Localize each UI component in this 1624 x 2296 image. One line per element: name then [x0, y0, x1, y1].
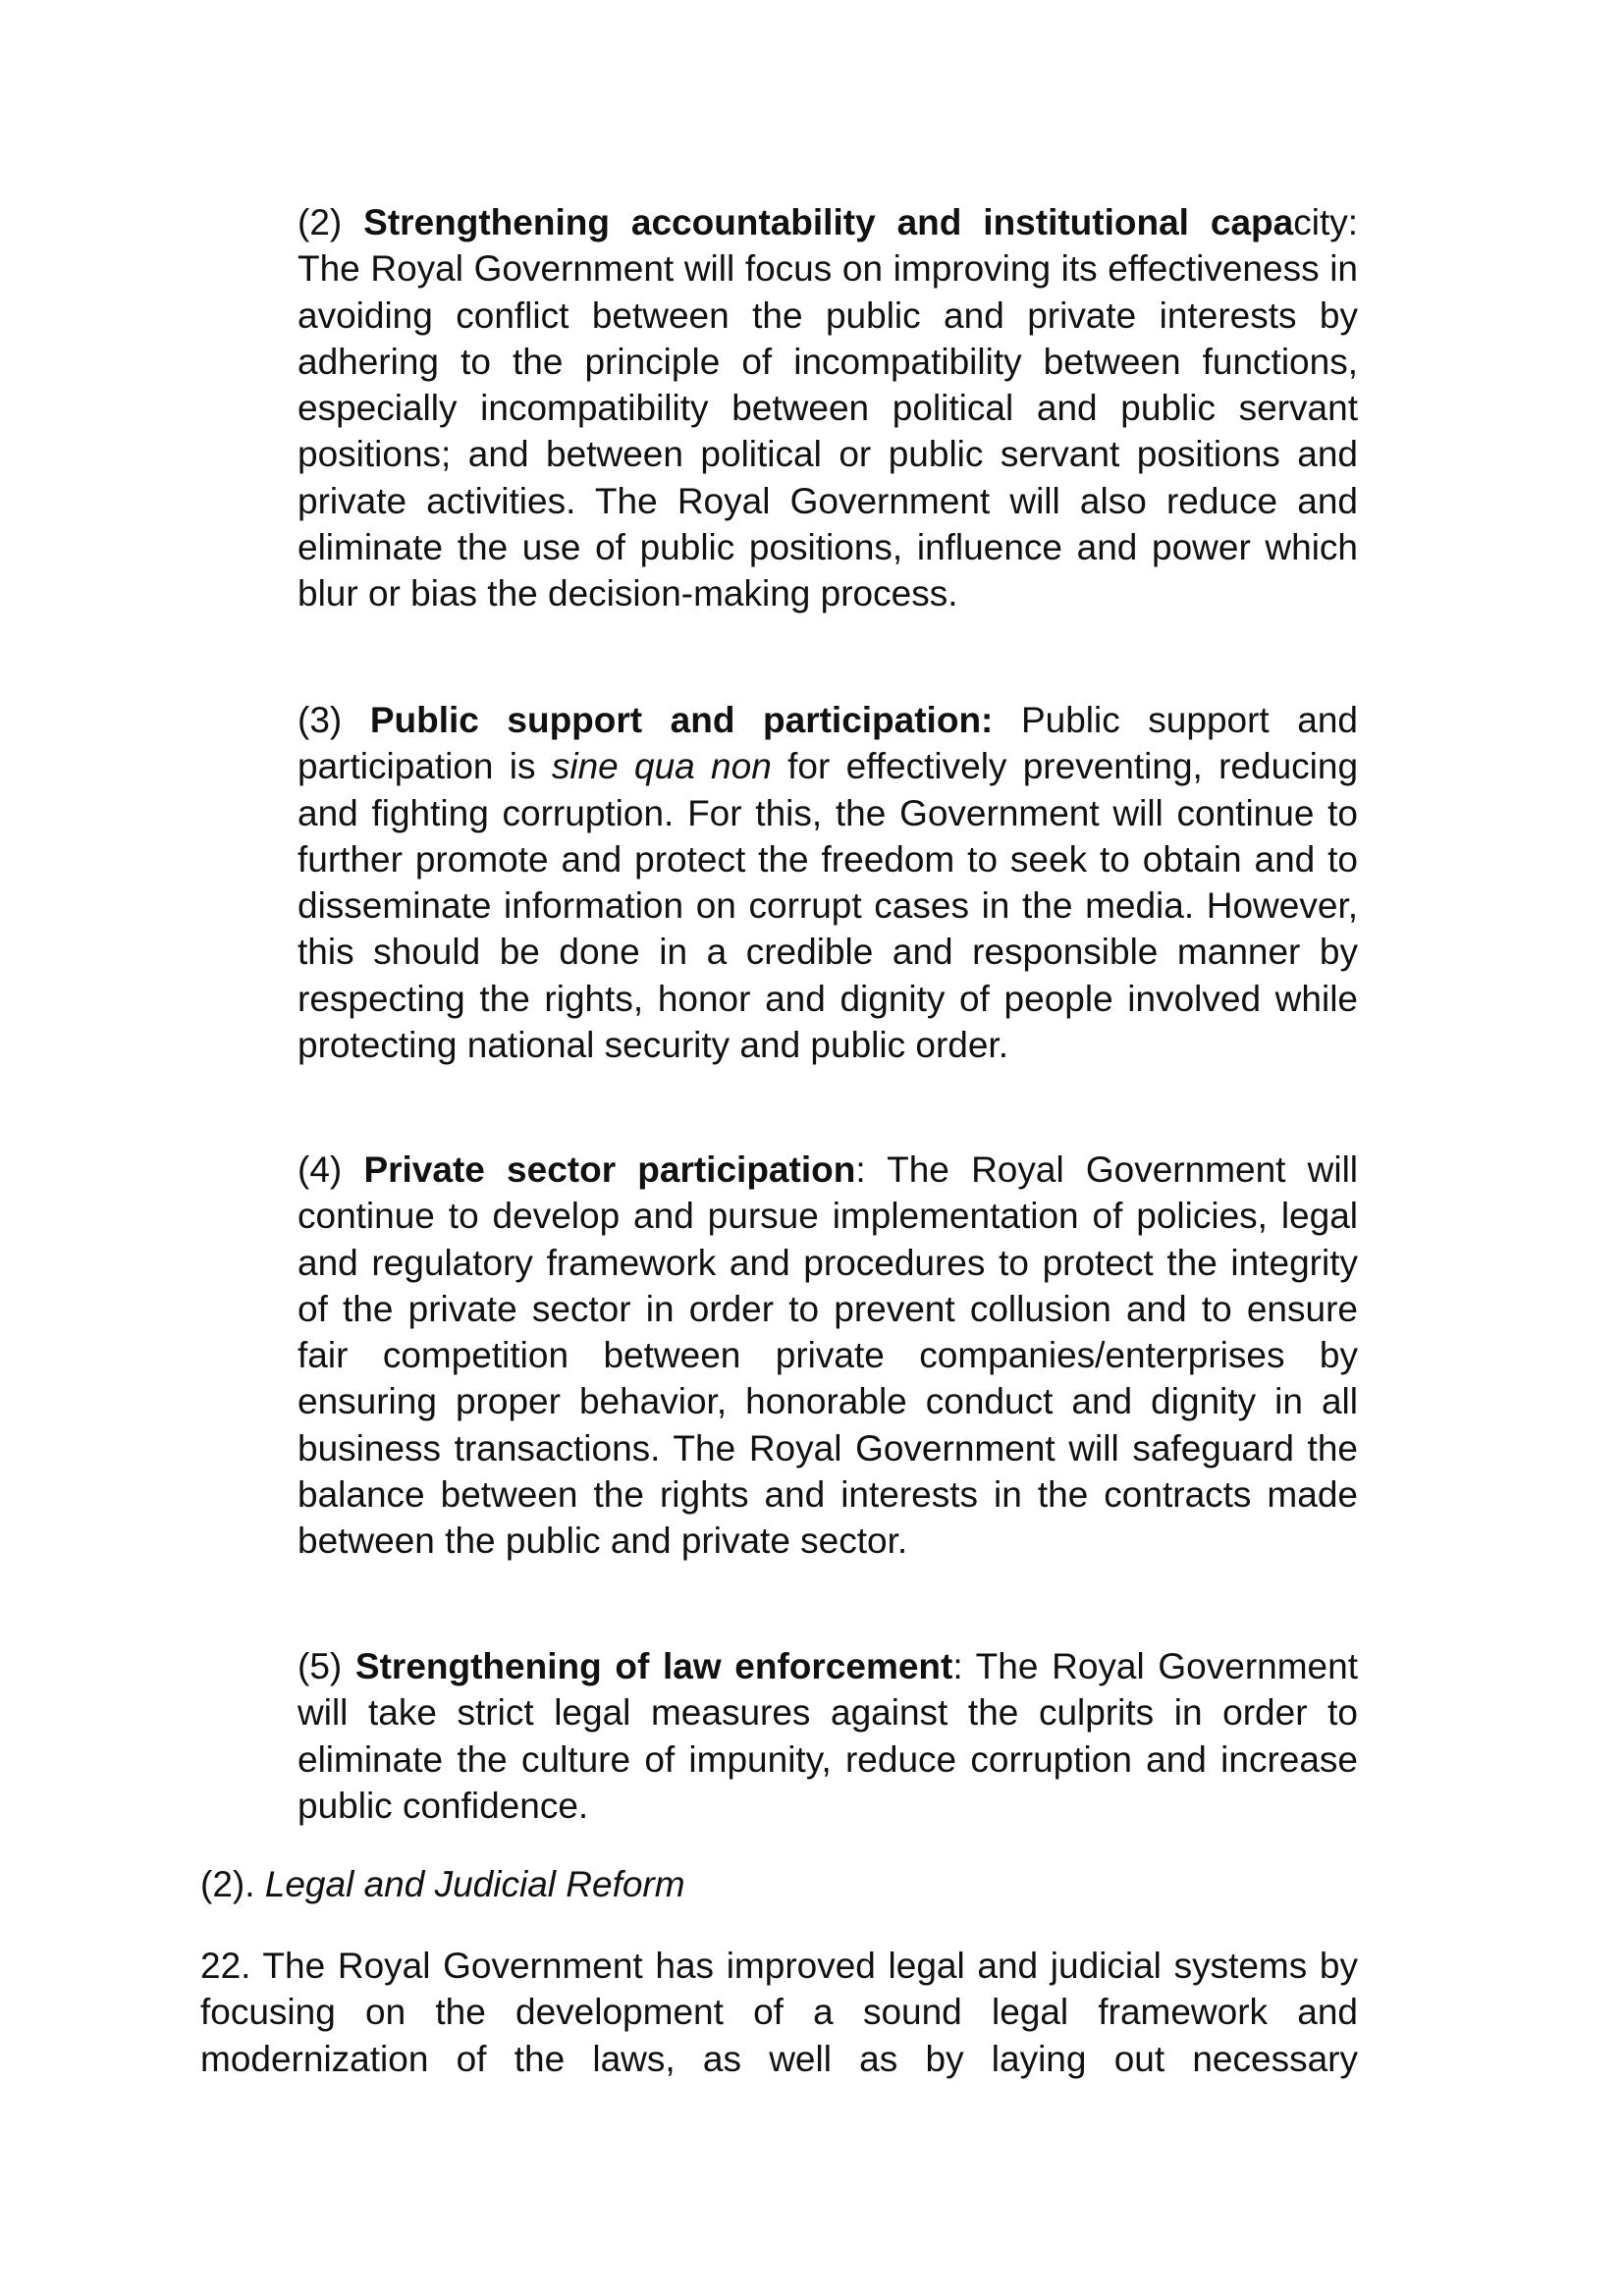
paragraph-3-heading: Public support and participation:: [369, 700, 994, 740]
paragraph-4-body: The Royal Government will continue to develop and pursue implementation of policies, legal and regulatory framework and procedures to protect the integrity of the private sector in order to prevent collusion and to ensure fair competition between private companies/enterprises by ensuring proper behavior, honorable conduct and dignity in all business transactions. The Royal Government will safeguard the balance between the rights and interests in the contracts made between the public and private sector.: [298, 1149, 1359, 1562]
section-title: Legal and Judicial Reform: [264, 1864, 685, 1904]
paragraph-2-heading-rest: city:: [1293, 202, 1358, 242]
paragraph-2-body: The Royal Government will focus on improving its effectiveness in avoiding conflict between the public and private interests by adhering to the principle of incompatibility between functions, especially incompatibility between political and public servant positions; and between political or public servant positions and private activities. The Royal Government will also reduce and eliminate the use of public positions, influence and power which blur or bias the decision-making process.: [298, 248, 1358, 614]
paragraph-5-number: (5): [298, 1646, 343, 1686]
paragraph-4-heading: Private sector participation: [363, 1149, 856, 1190]
paragraph-2: [298, 199, 1358, 617]
paragraph-3: [298, 697, 1358, 1068]
paragraph-3-body-after: for effectively preventing, reducing and fighting corruption. For this, the Government will continue to further promote and protect the freedom to seek to obtain and to disseminate information on corrupt cases in the media. However, this should be done in a credible and responsible manner by respecting the rights, honor and dignity of people involved while protecting national security and public order.: [298, 746, 1359, 1066]
paragraph-3-number: (3): [298, 700, 343, 740]
paragraph-4-colon: :: [855, 1149, 866, 1190]
paragraph-5-heading: Strengthening of law enforcement: [354, 1646, 953, 1686]
paragraph-2-heading: Strengthening accountability and institutional capa: [363, 202, 1294, 242]
section-heading: [200, 1861, 1358, 1907]
paragraph-5-body: The Royal Government will take strict legal measures against the culprits in order to eliminate the culture of impunity, reduce corruption and increase public confidence.: [298, 1646, 1358, 1826]
paragraph-5-colon: :: [952, 1646, 963, 1686]
paragraph-5: [298, 1643, 1358, 1829]
section-number: (2).: [200, 1864, 255, 1904]
paragraph-3-body-before: Public support and participation is: [298, 700, 1359, 787]
paragraph-22: 22. The Royal Government has improved legal and judicial systems by focusing on the development of a sound legal framework and modernization of the laws, as well as by laying out necessary: [200, 1946, 1358, 2079]
paragraph-4-number: (4): [298, 1149, 343, 1190]
paragraph-2-number: (2): [298, 202, 343, 242]
paragraph-4: [298, 1147, 1358, 1565]
paragraph-3-italic-term: sine qua non: [551, 746, 772, 787]
